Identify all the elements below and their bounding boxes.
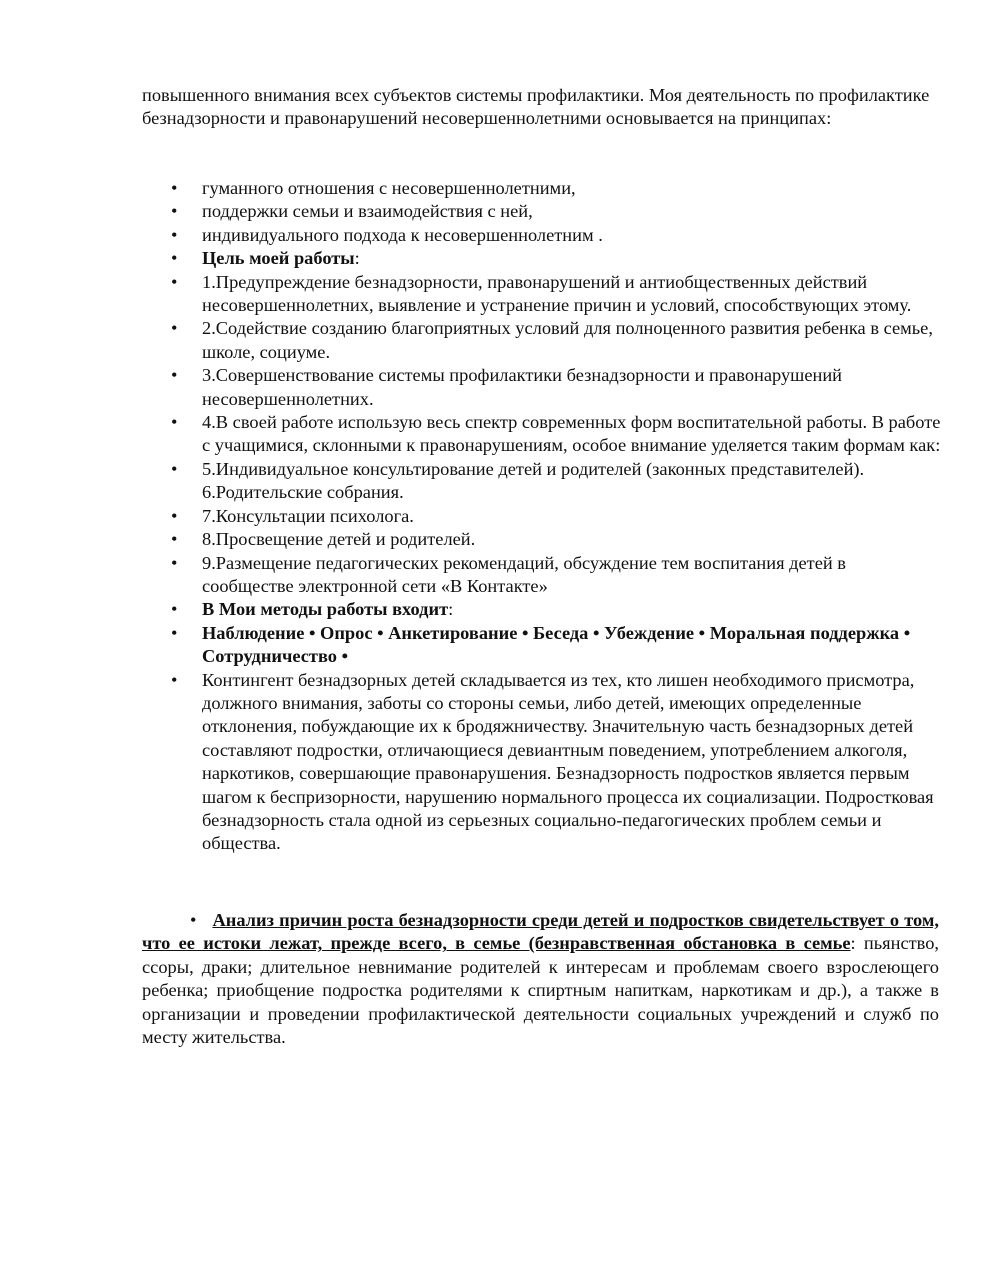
list-item-text: 7.Консультации психолога. xyxy=(202,505,414,526)
bullet-icon: • xyxy=(190,910,197,930)
bullet-icon: • xyxy=(171,552,178,573)
list-item-text: 8.Просвещение детей и родителей. xyxy=(202,529,476,550)
final-paragraph-lead: Анализ причин роста безнадзорности среди детей и подростков свидетельствует о том, что ее истоки лежат, прежде всего, в семье (безнравственная обстановка в семье xyxy=(142,910,939,954)
intro-paragraph: повышенного внимания всех субъектов системы профилактики. Моя деятельность по профилактике безнадзорности и правонарушений несовершеннолетними основывается на принципах: xyxy=(142,85,930,129)
bullet-icon: • xyxy=(171,458,178,479)
list-item xyxy=(142,598,942,621)
bullet-icon: • xyxy=(171,178,178,198)
list-item xyxy=(142,271,942,318)
final-paragraph-rest: : пьянство, ссоры, драки; длительное невнимание родителей к интересам и проблемам своего взрослеющего ребенка; приобщение подростка родителями к спиртным напиткам, наркотикам и др.), а также в организации и проведении профилактической деятельности социальных учреждений и служб по месту жительства. xyxy=(142,933,939,1048)
bullet-icon: • xyxy=(171,271,178,292)
list-item-text: 3.Совершенствование системы профилактики безнадзорности и правонарушений несовершеннолетних. xyxy=(202,365,843,409)
list-item xyxy=(142,411,942,458)
list-item xyxy=(142,224,942,247)
list-item-bold-text: Наблюдение • Опрос • Анкетирование • Беседа • Убеждение • Моральная поддержка • Сотрудничество • xyxy=(202,622,911,667)
list-item xyxy=(142,669,942,856)
list-item-text xyxy=(202,598,942,621)
list-item xyxy=(142,622,942,669)
list-item-text xyxy=(202,247,942,270)
list-item xyxy=(142,505,942,528)
list-item-text: 2.Содействие созданию благоприятных условий для полноценного развития ребенка в семье, школе, социуме. xyxy=(202,318,933,362)
list-item-rest-text: : xyxy=(448,599,454,620)
bullet-icon: • xyxy=(171,248,178,269)
bullet-icon: • xyxy=(171,318,178,339)
bullet-icon: • xyxy=(171,365,178,386)
list-item-bold-text: Цель моей работы xyxy=(202,248,355,269)
bullet-list xyxy=(142,177,942,856)
list-item-text: гуманного отношения с несовершеннолетними, xyxy=(202,178,576,198)
list-item-text: 1.Предупреждение безнадзорности, правонарушений и антиобщественных действий несовершеннолетних, выявление и устранение причин и условий, способствующих этому. xyxy=(202,271,912,316)
bullet-icon: • xyxy=(171,529,178,550)
bullet-icon: • xyxy=(171,669,178,690)
bullet-icon: • xyxy=(171,622,178,643)
list-item xyxy=(142,200,942,223)
list-item-text: поддержки семьи и взаимодействия с ней, xyxy=(202,201,533,222)
bullet-icon: • xyxy=(171,201,178,222)
list-item-bold-text: В Мои методы работы входит xyxy=(202,599,449,620)
list-item-rest-text: : xyxy=(354,248,360,269)
final-paragraph xyxy=(142,909,939,1049)
bullet-icon: • xyxy=(171,224,178,245)
bullet-icon: • xyxy=(171,599,178,620)
list-item xyxy=(142,364,942,411)
list-item-text: 4.В своей работе использую весь спектр современных форм воспитательной работы. В работе с учащимися, склонными к правонарушениям, особое внимание уделяется таким формам как: xyxy=(202,412,941,456)
list-item xyxy=(142,528,942,551)
list-item xyxy=(142,458,942,505)
list-item-text xyxy=(202,622,942,669)
list-item-text: 9.Размещение педагогических рекомендаций, обсуждение тем воспитания детей в сообществе электронной сети «В Контакте» xyxy=(202,552,846,596)
list-item xyxy=(142,552,942,599)
list-item xyxy=(142,317,942,364)
list-item-text: Контингент безнадзорных детей складывается из тех, кто лишен необходимого присмотра, должного внимания, заботы со стороны семьи, либо детей, имеющих определенные отклонения, побуждающие их к бродяжничеству. Значительную часть безнадзорных детей составляют подростки, отличающиеся девиантным поведением, употреблением алкоголя, наркотиков, совершающие правонарушения. Безнадзорность подростков является первым шагом к беспризорности, нарушению нормального процесса их социализации. Подростковая безнадзорность стала одной из серьезных социально-педагогических проблем семьи и общества. xyxy=(202,669,934,854)
list-item-text: 5.Индивидуальное консультирование детей и родителей (законных представителей). 6.Родительские собрания. xyxy=(202,458,865,503)
list-item xyxy=(142,247,942,270)
list-item xyxy=(142,177,942,200)
bullet-icon: • xyxy=(171,505,178,526)
list-item-text: индивидуального подхода к несовершеннолетним . xyxy=(202,224,603,245)
bullet-icon: • xyxy=(171,412,178,433)
